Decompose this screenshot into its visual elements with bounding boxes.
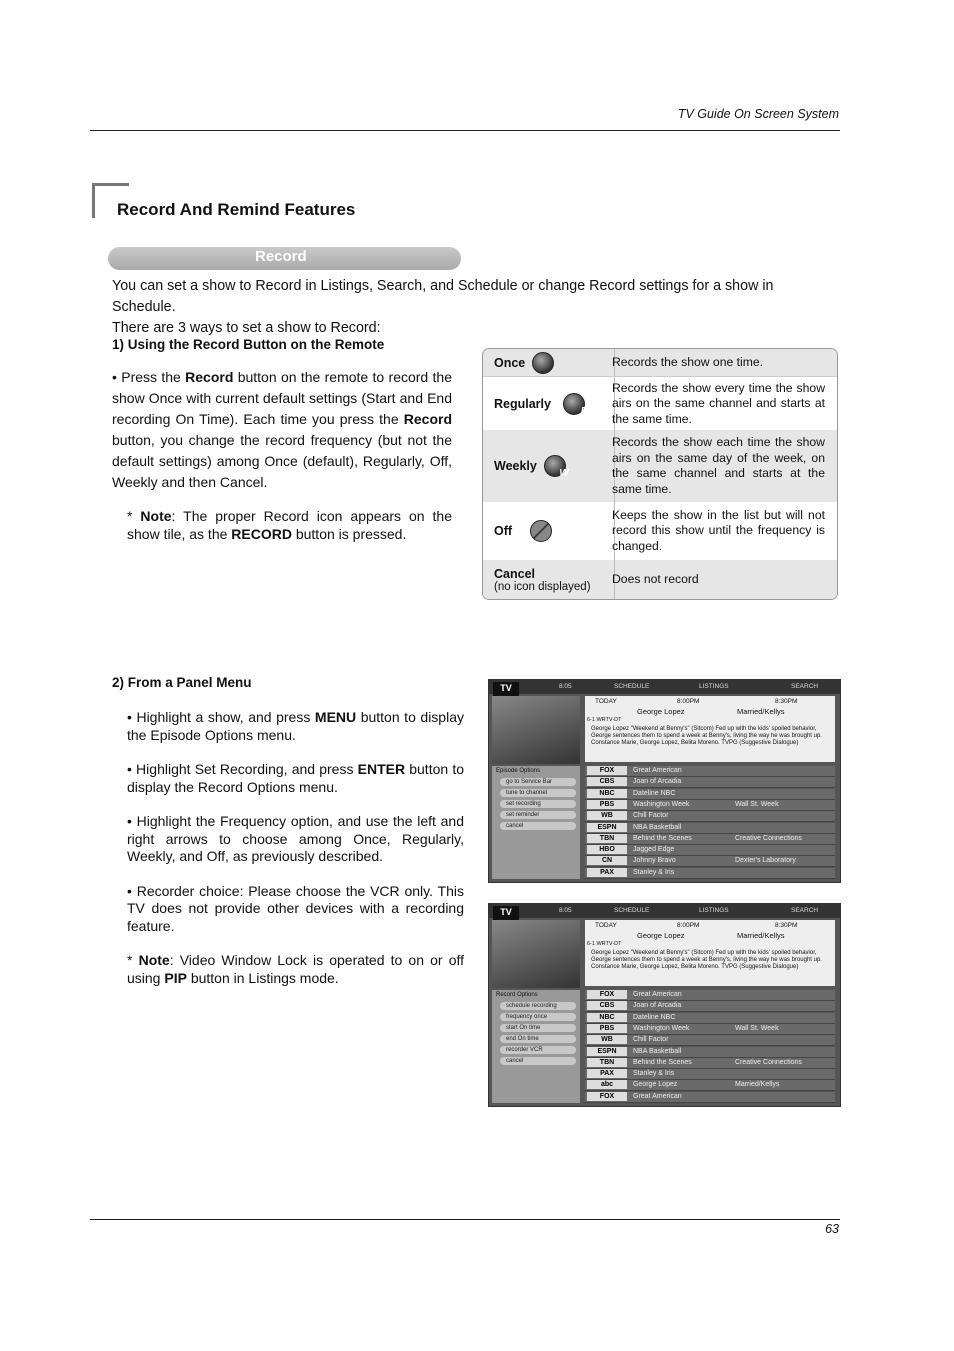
program-title: Behind the Scenes (633, 834, 692, 842)
tv-guide-screenshot-episode-options (488, 679, 841, 883)
program-title: Creative Connections (735, 834, 802, 842)
freq-row-cancel: Cancel (no icon displayed) Does not record (483, 560, 837, 599)
episode-options-menu: Episode Options go to Service Bar tune to channel set recording set reminder cancel (492, 766, 580, 879)
program-title: Dexter's Laboratory (735, 857, 796, 865)
channel-logo: CN (587, 856, 627, 865)
program-title: Great American (633, 767, 682, 774)
record-regularly-icon: R (563, 393, 585, 415)
freq-row-regularly: Regularly R Records the show every time the show airs on the same channel and starts at the same time. (483, 376, 837, 431)
tv-time: 8:05 (559, 907, 572, 914)
channel-logo: TBN (587, 1058, 627, 1067)
menu-item[interactable]: go to Service Bar (500, 778, 576, 786)
tv-time: 8:05 (559, 683, 572, 690)
program-info-panel: TODAY 8:00PM 8:30PM George Lopez Married/Kellys 6-1 WRTV-DT George Lopez "Weekend at Benny's" (Sitcom) Fed up with the kids' spoiled behavior, George sentences them to spend a week at Benny's, living the way he was brought up. Constance Marie, George Lopez, Belita Moreno. TVPG (Suggestive Dialogue) (585, 920, 835, 986)
channel-logo: TBN (587, 834, 627, 843)
channel-logo: PBS (587, 1024, 627, 1033)
program-title: Creative Connections (735, 1058, 802, 1066)
channel-logo: FOX (587, 766, 627, 775)
program-title: Dateline NBC (633, 1013, 676, 1021)
channel-logo: PAX (587, 868, 627, 877)
intro-line-2: There are 3 ways to set a show to Record: (112, 320, 381, 336)
program-title: Stanley & Iris (633, 1070, 675, 1078)
tab-search: SEARCH (791, 907, 819, 914)
tab-schedule: SCHEDULE (614, 907, 650, 914)
program-title: Chill Factor (633, 1036, 669, 1044)
table-row[interactable] (585, 1013, 835, 1024)
table-row[interactable] (585, 777, 835, 788)
freq-row-once: Once Records the show one time. (483, 349, 837, 376)
menu-item[interactable]: frequency once (500, 1013, 576, 1021)
tv-top-bar (489, 680, 840, 694)
menu-item[interactable]: cancel (500, 822, 576, 830)
table-row[interactable] (585, 766, 835, 777)
program-title: Washington Week (633, 1024, 690, 1032)
step2-bullet-1: • Highlight a show, and press MENU button to display the Episode Options menu. (127, 709, 464, 743)
step2-body (127, 709, 464, 987)
program-title: Stanley & Iris (633, 868, 675, 876)
program-title: George Lopez (633, 1081, 678, 1089)
table-row[interactable] (585, 990, 835, 1001)
program-title: Behind the Scenes (633, 1058, 692, 1066)
header-rule (90, 130, 840, 131)
step2-bullet-4: • Recorder choice: Please choose the VCR only. This TV does not provide other devices with a recording feature. (127, 882, 464, 934)
record-once-icon (532, 352, 554, 374)
menu-item[interactable]: set reminder (500, 811, 576, 819)
program-info-panel: TODAY 8:00PM 8:30PM George Lopez Married/Kellys 6-1 WRTV-DT George Lopez "Weekend at Benny's" (Sitcom) Fed up with the kids' spoiled behavior, George sentences them to spend a week at Benny's, living the way he was brought up. Constance Marie, George Lopez, Belita Moreno. TVPG (Suggestive Dialogue) (585, 696, 835, 762)
section-title: Record And Remind Features (117, 200, 356, 219)
step2-note: * Note: Video Window Lock is operated to on or off using PIP button in Listings mode. (127, 952, 465, 986)
program-title: Married/Kellys (735, 1081, 780, 1089)
record-off-icon (530, 520, 552, 542)
channel-logo: CBS (587, 777, 627, 786)
program-title: Joan of Arcadia (633, 1002, 682, 1010)
program-title: NBA Basketball (633, 823, 682, 831)
table-row[interactable] (585, 811, 835, 822)
video-window (492, 920, 580, 988)
table-row[interactable] (585, 789, 835, 800)
footer-rule (90, 1219, 840, 1220)
program-title: Wall St. Week (735, 1024, 779, 1032)
menu-item[interactable]: start On time (500, 1024, 576, 1032)
program-title: Washington Week (633, 800, 690, 808)
table-row[interactable] (585, 834, 835, 845)
record-pill-heading: Record (108, 247, 461, 270)
table-row[interactable] (585, 1069, 835, 1080)
menu-item[interactable]: set recording (500, 800, 576, 808)
tab-listings: LISTINGS (699, 683, 729, 690)
running-header: TV Guide On Screen System (677, 107, 839, 121)
channel-logo: NBC (587, 789, 627, 798)
step2-bullet-3: • Highlight the Frequency option, and use the left and right arrows to choose among Once, Regularly, Weekly, and Off, as previously described. (127, 813, 464, 864)
tv-top-bar (489, 904, 840, 918)
program-title: Joan of Arcadia (633, 778, 682, 786)
step2-bullet-2: • Highlight Set Recording, and press ENTER button to display the Record Options menu. (127, 761, 464, 795)
channel-logo: FOX (587, 1092, 627, 1101)
table-row[interactable] (585, 1035, 835, 1046)
table-row[interactable] (585, 800, 835, 811)
channel-logo: NBC (587, 1013, 627, 1022)
table-row[interactable] (585, 868, 835, 879)
channel-logo: WB (587, 811, 627, 820)
program-title: Chill Factor (633, 812, 669, 820)
table-row[interactable] (585, 1047, 835, 1058)
menu-item[interactable]: end On time (500, 1035, 576, 1043)
listings-grid (585, 766, 835, 879)
intro-line-1: You can set a show to Record in Listings, Search, and Schedule or change Record settings for a show in Schedule. (112, 278, 774, 315)
tab-listings: LISTINGS (699, 907, 729, 914)
table-row[interactable] (585, 856, 835, 867)
table-row[interactable] (585, 1058, 835, 1069)
program-title: Wall St. Week (735, 800, 779, 808)
channel-logo: ESPN (587, 823, 627, 832)
video-window (492, 696, 580, 764)
channel-logo: PAX (587, 1069, 627, 1078)
menu-item[interactable]: tune to channel (500, 789, 576, 797)
page-number: 63 (825, 1222, 839, 1236)
channel-logo: CBS (587, 1001, 627, 1010)
table-row[interactable] (585, 1092, 835, 1103)
channel-logo: WB (587, 1035, 627, 1044)
intro-text (112, 276, 840, 339)
tv-guide-screenshot-record-options (488, 903, 841, 1107)
freq-row-off: Off Keeps the show in the list but will not record this show until the frequency is changed. (483, 502, 837, 560)
program-title: Jagged Edge (633, 846, 675, 854)
channel-logo: ESPN (587, 1047, 627, 1056)
listings-grid (585, 990, 835, 1103)
step1-heading: 1) Using the Record Button on the Remote (112, 337, 385, 352)
tab-search: SEARCH (791, 683, 819, 690)
program-title: Johnny Bravo (633, 857, 676, 865)
menu-item[interactable]: cancel (500, 1057, 576, 1065)
record-options-menu: Record Options schedule recording frequency once start On time end On time recorder VCR cancel (492, 990, 580, 1103)
channel-logo: PBS (587, 800, 627, 809)
step2-heading: 2) From a Panel Menu (112, 675, 252, 690)
tv-guide-logo: TV (493, 906, 519, 922)
menu-item[interactable]: recorder VCR (500, 1046, 576, 1054)
step1-note: * Note: The proper Record icon appears on the show tile, as the RECORD button is pressed. (127, 508, 452, 542)
table-row[interactable] (585, 1024, 835, 1035)
frequency-table (482, 348, 838, 600)
tv-guide-logo: TV (493, 682, 519, 698)
table-row[interactable] (585, 1080, 835, 1091)
program-title: Great American (633, 991, 682, 998)
tab-schedule: SCHEDULE (614, 683, 650, 690)
menu-item[interactable]: schedule recording (500, 1002, 576, 1010)
program-title: NBA Basketball (633, 1047, 682, 1055)
program-title: Great American (633, 1092, 682, 1100)
freq-row-weekly: Weekly W Records the show each time the show airs on the same day of the week, on the same channel and starts at the same time. (483, 430, 837, 502)
channel-logo: HBO (587, 845, 627, 854)
channel-logo: FOX (587, 990, 627, 999)
step1-bullet: • Press the Record button on the remote to record the show Once with current default settings (Start and End recording On Time). Each time you press the Record button, you change the record frequency (but not the default settings) among Once (default), Regularly, Off, Weekly and then Cancel. (112, 369, 453, 490)
record-weekly-icon: W (544, 455, 566, 477)
table-row[interactable] (585, 845, 835, 856)
table-row[interactable] (585, 1001, 835, 1012)
program-title: Dateline NBC (633, 789, 676, 797)
table-row[interactable] (585, 823, 835, 834)
channel-logo: abc (587, 1080, 627, 1089)
